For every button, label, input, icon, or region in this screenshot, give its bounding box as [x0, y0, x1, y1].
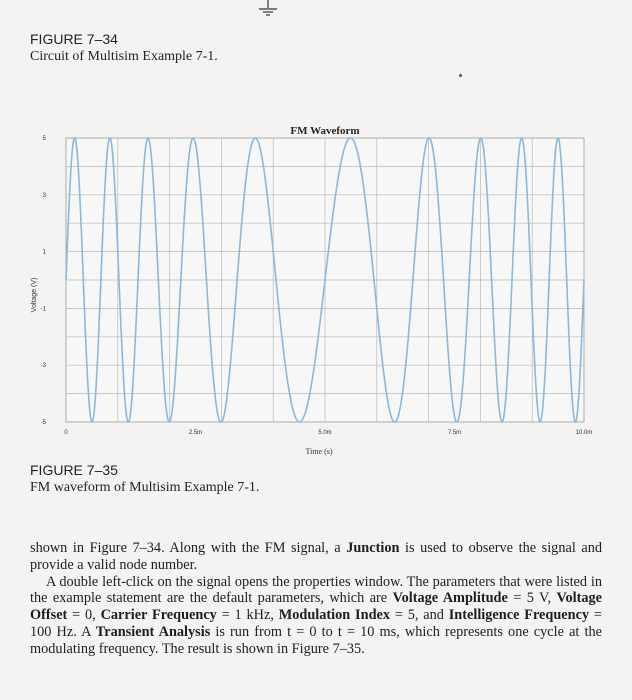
- text-run: is run from t = 0 to t = 10 ms, which represents one cycle at the modulating frequency. The result is shown in Figure 7–35.: [30, 623, 602, 657]
- text-run-bold: Modulation Index: [278, 607, 391, 624]
- text-run: = 100 Hz. A: [30, 607, 602, 640]
- text-run-bold: Transient Analysis: [95, 623, 211, 640]
- text-run: shown in Figure 7–34. Along with the FM signal, a: [30, 540, 347, 556]
- text-run: = 5 V,: [507, 590, 557, 607]
- chart-y-axis-label: Voltage (V): [31, 277, 38, 313]
- figure-35-label: FIGURE 7–35: [30, 462, 118, 478]
- y-tick-label: 3: [42, 192, 46, 199]
- text-run-bold: Intelligence Frequency: [448, 607, 590, 624]
- fm-waveform-svg: [0, 110, 632, 470]
- text-run-bold: Junction: [346, 540, 400, 556]
- fm-waveform-chart: [0, 110, 632, 470]
- figure-35-caption: FM waveform of Multisim Example 7-1.: [30, 480, 260, 495]
- text-run: = 0,: [67, 607, 101, 624]
- body-text: [30, 540, 602, 658]
- y-tick-label: 1: [42, 249, 46, 256]
- text-run: A double left-click on the signal opens the properties window. The parameters that were listed in the example statement are the default parameters, which are: [30, 573, 602, 607]
- text-run: = 1 kHz,: [216, 607, 279, 624]
- paragraph-1: [30, 540, 602, 574]
- figure-34-label: FIGURE 7–34: [30, 31, 118, 47]
- y-tick-label: -3: [40, 363, 46, 370]
- y-tick-label: -5: [40, 420, 46, 426]
- text-run: = 5, and: [390, 607, 449, 624]
- speck: [459, 74, 462, 77]
- x-tick-label: 2.5m: [188, 430, 203, 436]
- x-tick-label: 5.0m: [318, 430, 332, 436]
- y-tick-label: 5: [42, 136, 46, 142]
- y-tick-label: -1: [40, 306, 46, 313]
- ground-symbol-icon: [258, 0, 278, 18]
- text-run-bold: Voltage Offset: [30, 590, 603, 624]
- x-tick-label: 0: [64, 430, 68, 436]
- text-run-bold: Carrier Frequency: [100, 607, 217, 624]
- x-tick-label: 10.0m: [575, 430, 593, 436]
- paragraph-2: [30, 574, 602, 658]
- text-run-bold: Voltage Amplitude: [392, 590, 508, 607]
- figure-34-caption: Circuit of Multisim Example 7-1.: [30, 49, 218, 64]
- chart-title: FM Waveform: [290, 125, 360, 137]
- x-tick-label: 7.5m: [447, 430, 462, 436]
- text-run: is used to observe the signal and provide a valid node number.: [30, 540, 602, 573]
- chart-x-axis-label: Time (s): [305, 447, 333, 456]
